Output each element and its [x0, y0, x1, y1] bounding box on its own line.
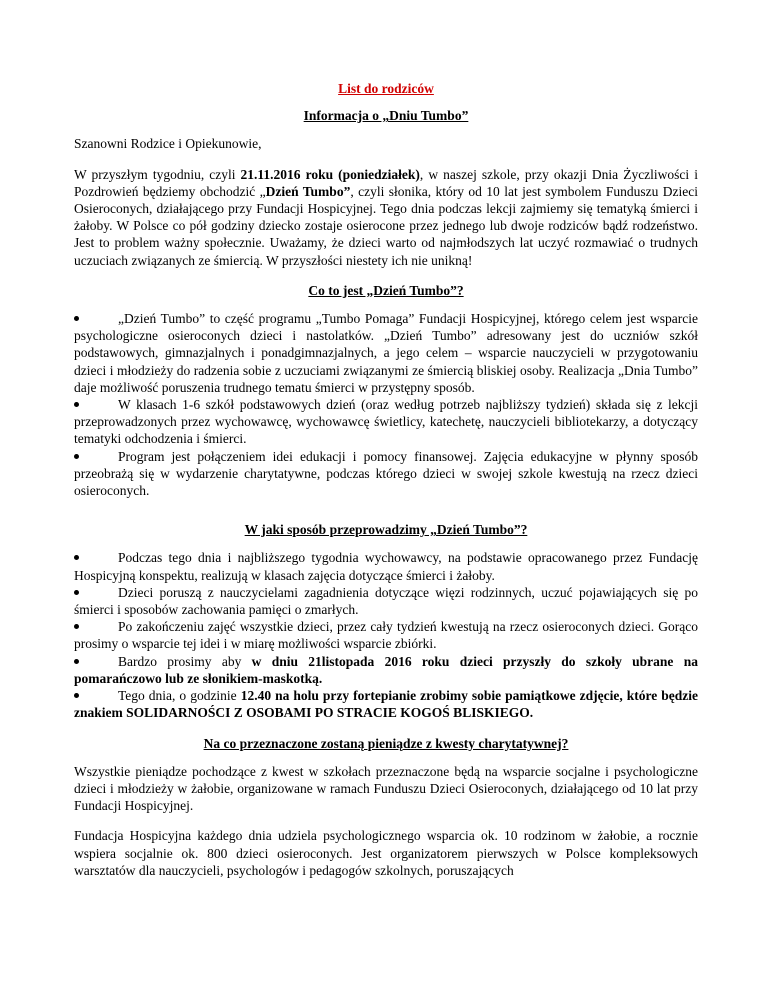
letter-title: List do rodziców	[338, 81, 434, 96]
list-item-text: Tego dnia, o godzinie	[118, 688, 241, 704]
intro-text-1: W przyszłym tygodniu, czyli	[74, 166, 241, 182]
bullet-icon	[74, 402, 79, 407]
intro-text-3: , czyli słonika, który od 10 lat jest symbolem Funduszu Dzieci Osieroconych, działającego przy Fundacji Hospicyjnej. Tego dnia podczas lekcji zajmiemy się tematyką śmierci i żałoby. W Polsce co pół godziny dziecko zostaje osierocone przez jednego lub dwoje rodziców bądź rodzeństwo. Jest to problem ważny społecznie. Uważamy, że dzieci warto od najmłodszych lat uczyć rozmawiać o trudnych uczuciach związanych ze śmiercią. W przyszłości niestety ich nie unikną!	[74, 183, 699, 268]
list-item-text: Po zakończeniu zajęć wszystkie dzieci, przez cały tydzień kwestują na rzecz osieroconych dzieci. Gorąco prosimy o wsparcie tej idei i w miarę możliwości wsparcie zbiórki.	[74, 619, 698, 652]
section2-list	[74, 549, 698, 721]
section1-list	[74, 310, 698, 499]
list-item-text: Bardzo prosimy aby	[118, 653, 252, 669]
list-item-text: Podczas tego dnia i najbliższego tygodnia wychowawcy, na podstawie opracowanego przez Fundację Hospicyjną konspektu, realizują w klasach zajęcia dotyczące śmierci i żałoby.	[74, 550, 698, 583]
section-heading-how: W jaki sposób przeprowadzimy „Dzień Tumbo”?	[244, 522, 528, 538]
list-item-text: W klasach 1-6 szkół podstawowych dzień (oraz według potrzeb najbliższy tydzień) składa się z lekcji przeprowadzonych przez wychowawcę, wychowawcę świetlicy, katechetę, nauczycieli bibliotekarzy, a dotyczący tematyki odchodzenia i śmierci.	[74, 397, 698, 447]
list-item	[74, 653, 698, 687]
bullet-icon	[74, 316, 79, 321]
letter-page	[74, 80, 698, 892]
intro-text-2: , w naszej szkole, przy okazji Dnia Życzliwości i Pozdrowień będziemy obchodzić „	[74, 166, 698, 199]
list-item	[74, 584, 698, 618]
bullet-icon	[74, 454, 79, 459]
list-item-text: Program jest połączeniem idei edukacji i pomocy finansowej. Zajęcia edukacyjne w płynny sposób przeobrażą się w wydarzenie charytatywne, podczas którego dzieci w swojej szkole kwestują na rzecz dzieci osieroconych.	[74, 448, 698, 499]
list-item	[74, 549, 698, 583]
section-heading-funds: Na co przeznaczone zostaną pieniądze z kwesty charytatywnej?	[203, 735, 569, 751]
list-item	[74, 396, 698, 448]
intro-date: 21.11.2016 roku (poniedziałek)	[240, 166, 420, 182]
list-item	[74, 310, 698, 396]
list-item	[74, 618, 698, 652]
list-item-text: „Dzień Tumbo” to część programu „Tumbo Pomaga” Fundacji Hospicyjnej, którego celem jest wsparcie psychologiczne osieroconych dzieci i nastolatków. „Dzień Tumbo” adresowany jest do uczniów szkół podstawowych, gimnazjalnych i ponadgimnazjalnych, a jego celem – wsparcie nauczycieli w przygotowaniu dzieci i młodzieży do radzenia sobie z uczuciami związanymi ze śmiercią bliskiej osoby. Realizacja „Dnia Tumbo” daje możliwość poruszenia trudnego tematu śmierci w przystępny sposób.	[74, 311, 698, 395]
bullet-icon	[74, 659, 79, 664]
section-heading-what-is: Co to jest „Dzień Tumbo”?	[308, 282, 464, 298]
bullet-icon	[74, 590, 79, 595]
greeting: Szanowni Rodzice i Opiekunowie,	[74, 136, 262, 152]
list-item-text: Dzieci poruszą z nauczycielami zagadnienia dotyczące więzi rodzinnych, uczuć pojawiających się po śmierci i sposobów zachowania pamięci o zmarłych.	[74, 584, 698, 618]
bullet-icon	[74, 624, 79, 629]
list-item-bold-text: w dniu 21listopada 2016 roku dzieci przyszły do szkoły ubrane na pomarańczowo lub ze słonikiem-maskotką.	[74, 653, 698, 686]
funds-paragraph-2: Fundacja Hospicyjna każdego dnia udziela psychologicznego wsparcia ok. 10 rodzinom w żałobie, a rocznie wspiera socjalnie ok. 800 dzieci osieroconych. Jest organizatorem pierwszych w Polsce kompleksowych warsztatów dla nauczycieli, psychologów i pedagogów szkolnych, poruszających	[74, 828, 698, 878]
funds-paragraph-1: Wszystkie pieniądze pochodzące z kwest w szkołach przeznaczone będą na wsparcie socjalne i psychologiczne dzieci i młodzieży w żałobie, organizowane w ramach Funduszu Dzieci Osieroconych, działającego od 10 lat przy Fundacji Hospicyjnej.	[74, 763, 698, 814]
bullet-icon	[74, 693, 79, 698]
bullet-icon	[74, 555, 79, 560]
list-item-bold-text: 12.40 na holu przy fortepianie zrobimy sobie pamiątkowe zdjęcie, które będzie znakiem SOLIDARNOŚCI Z OSOBAMI PO STRACIE KOGOŚ BLISKIEGO.	[74, 688, 698, 721]
list-item	[74, 687, 698, 721]
intro-paragraph	[74, 166, 698, 269]
list-item	[74, 448, 698, 500]
intro-dzien-tumbo: Dzień Tumbo”	[265, 183, 351, 199]
letter-subtitle: Informacja o „Dniu Tumbo”	[303, 108, 469, 124]
